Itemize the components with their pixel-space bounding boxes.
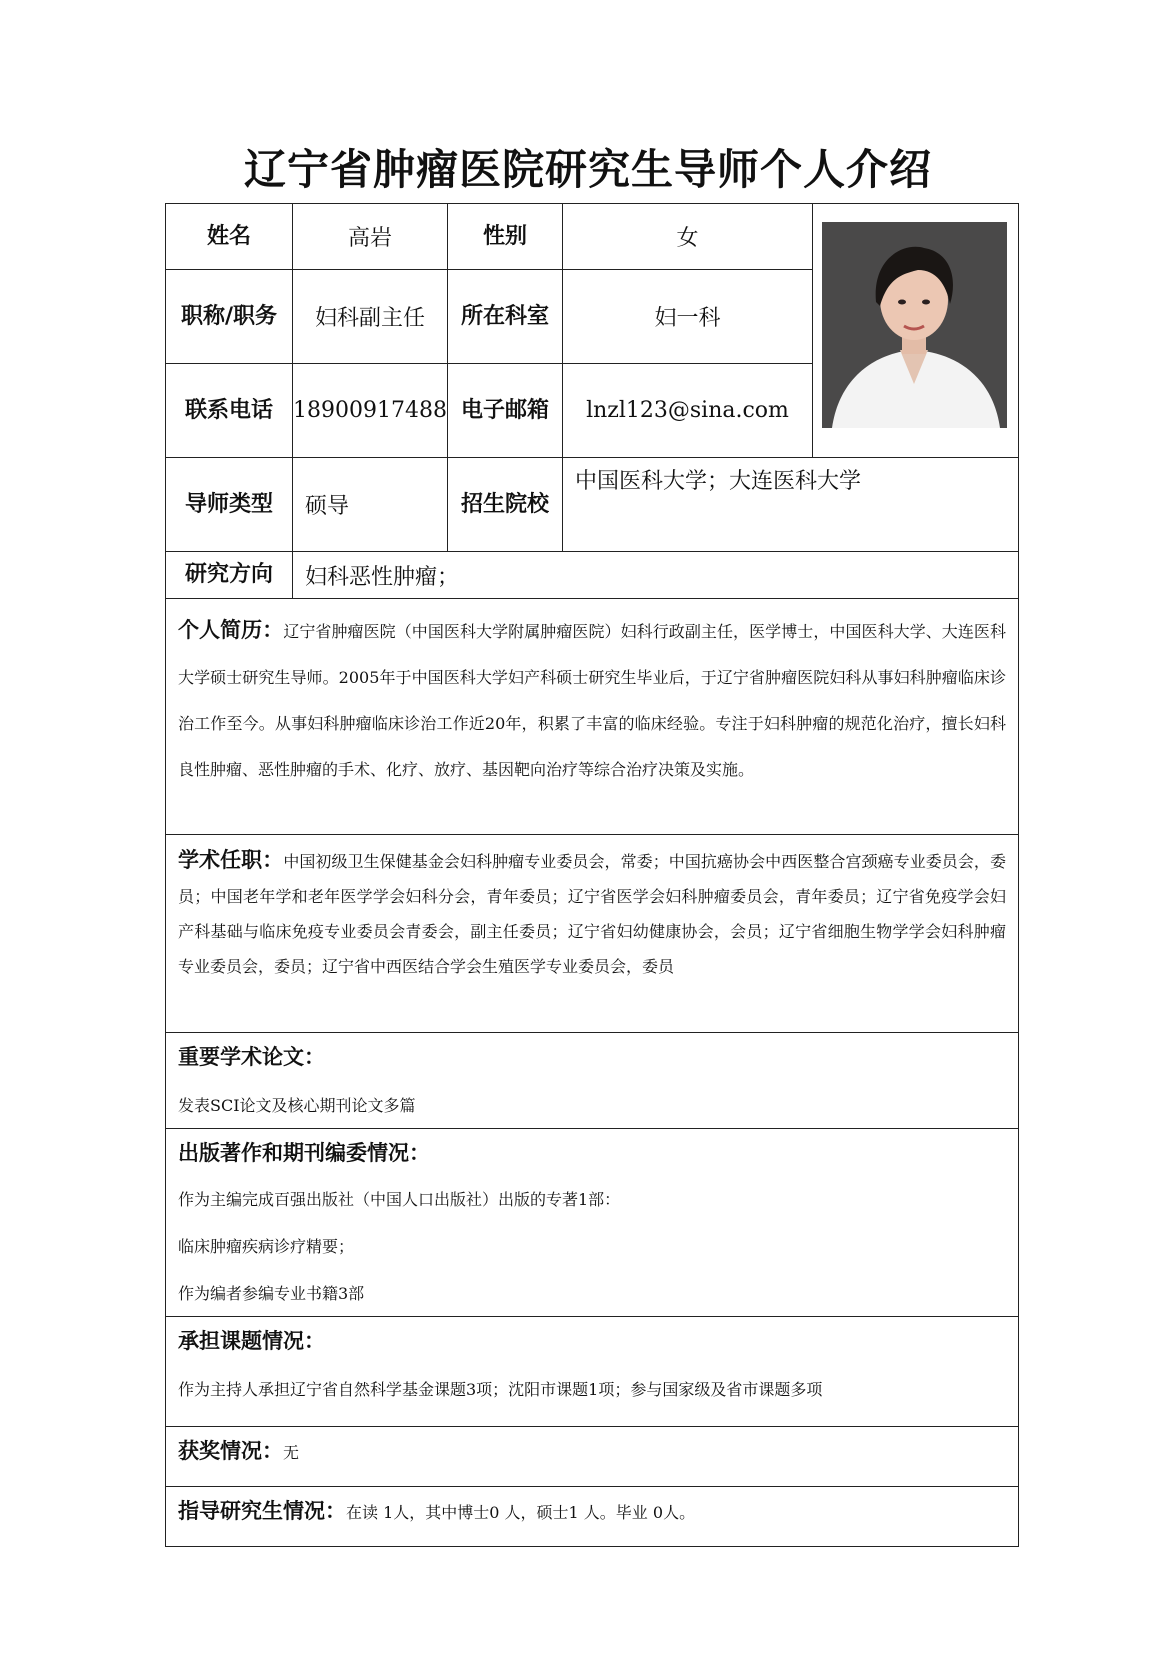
- gender-label: 性别: [448, 204, 563, 270]
- gender-value: 女: [563, 204, 813, 270]
- phone-value: 18900917488: [293, 364, 448, 458]
- academic-section: [166, 835, 1019, 1033]
- papers-label: 重要学术论文：: [178, 1045, 325, 1069]
- papers-section: [166, 1033, 1019, 1129]
- bio-section: [166, 599, 1019, 835]
- academic-label: 学术任职：: [178, 848, 284, 872]
- books-section: [166, 1129, 1019, 1317]
- name-label: 姓名: [166, 204, 293, 270]
- bio-label: 个人简历：: [178, 618, 284, 642]
- books-line-3: 作为编者参编专业书籍3部: [178, 1284, 365, 1303]
- books-line-1: 作为主编完成百强出版社（中国人口出版社）出版的专著1部：: [178, 1190, 621, 1209]
- projects-section: [166, 1317, 1019, 1427]
- name-value: 高岩: [293, 204, 448, 270]
- portrait-photo: [822, 222, 1007, 428]
- email-value: lnzl123@sina.com: [563, 364, 813, 458]
- profile-table: [165, 203, 1019, 1547]
- school-label: 招生院校: [448, 458, 563, 552]
- school-value: 中国医科大学；大连医科大学: [563, 458, 1019, 552]
- photo-cell: [813, 204, 1019, 458]
- research-label: 研究方向: [166, 552, 293, 599]
- research-value: 妇科恶性肿瘤；: [293, 552, 1019, 599]
- phone-label: 联系电话: [166, 364, 293, 458]
- students-label: 指导研究生情况：: [178, 1499, 346, 1523]
- dept-label: 所在科室: [448, 270, 563, 364]
- academic-text: 中国初级卫生保健基金会妇科肿瘤专业委员会，常委；中国抗癌协会中西医整合宫颈癌专业委员会，委员；中国老年学和老年医学学会妇科分会，青年委员；辽宁省医学会妇科肿瘤委员会，青年委员；辽宁省免疫学会妇产科基础与临床免疫专业委员会青委会，副主任委员；辽宁省妇幼健康协会，会员；辽宁省细胞生物学学会妇科肿瘤专业委员会，委员；辽宁省中西医结合学会生殖医学专业委员会，委员: [178, 852, 1006, 976]
- tutor-type-value: 硕导: [293, 458, 448, 552]
- dept-value: 妇一科: [563, 270, 813, 364]
- students-section: [166, 1487, 1019, 1547]
- page-title: 辽宁省肿瘤医院研究生导师个人介绍: [243, 145, 932, 194]
- tutor-type-label: 导师类型: [166, 458, 293, 552]
- awards-label: 获奖情况：: [178, 1439, 283, 1463]
- position-value: 妇科副主任: [293, 270, 448, 364]
- projects-label: 承担课题情况：: [178, 1329, 325, 1353]
- position-label: 职称/职务: [166, 270, 293, 364]
- books-label: 出版著作和期刊编委情况：: [178, 1141, 430, 1165]
- projects-text: 作为主持人承担辽宁省自然科学基金课题3项；沈阳市课题1项；参与国家级及省市课题多项: [178, 1380, 823, 1399]
- books-line-2: 临床肿瘤疾病诊疗精要；: [178, 1237, 355, 1256]
- bio-text: 辽宁省肿瘤医院（中国医科大学附属肿瘤医院）妇科行政副主任，医学博士，中国医科大学、大连医科大学硕士研究生导师。2005年于中国医科大学妇产科硕士研究生毕业后，于辽宁省肿瘤医院妇科从事妇科肿瘤临床诊治工作至今。从事妇科肿瘤临床诊治工作近20年，积累了丰富的临床经验。专注于妇科肿瘤的规范化治疗，擅长妇科良性肿瘤、恶性肿瘤的手术、化疗、放疗、基因靶向治疗等综合治疗决策及实施。: [178, 622, 1006, 779]
- papers-text: 发表SCI论文及核心期刊论文多篇: [178, 1096, 416, 1115]
- portrait-illustration: [822, 222, 1007, 428]
- awards-text: 无: [283, 1443, 300, 1462]
- email-label: 电子邮箱: [448, 364, 563, 458]
- awards-section: [166, 1427, 1019, 1487]
- students-text: 在读 1人，其中博士0 人，硕士1 人。毕业 0人。: [346, 1503, 696, 1522]
